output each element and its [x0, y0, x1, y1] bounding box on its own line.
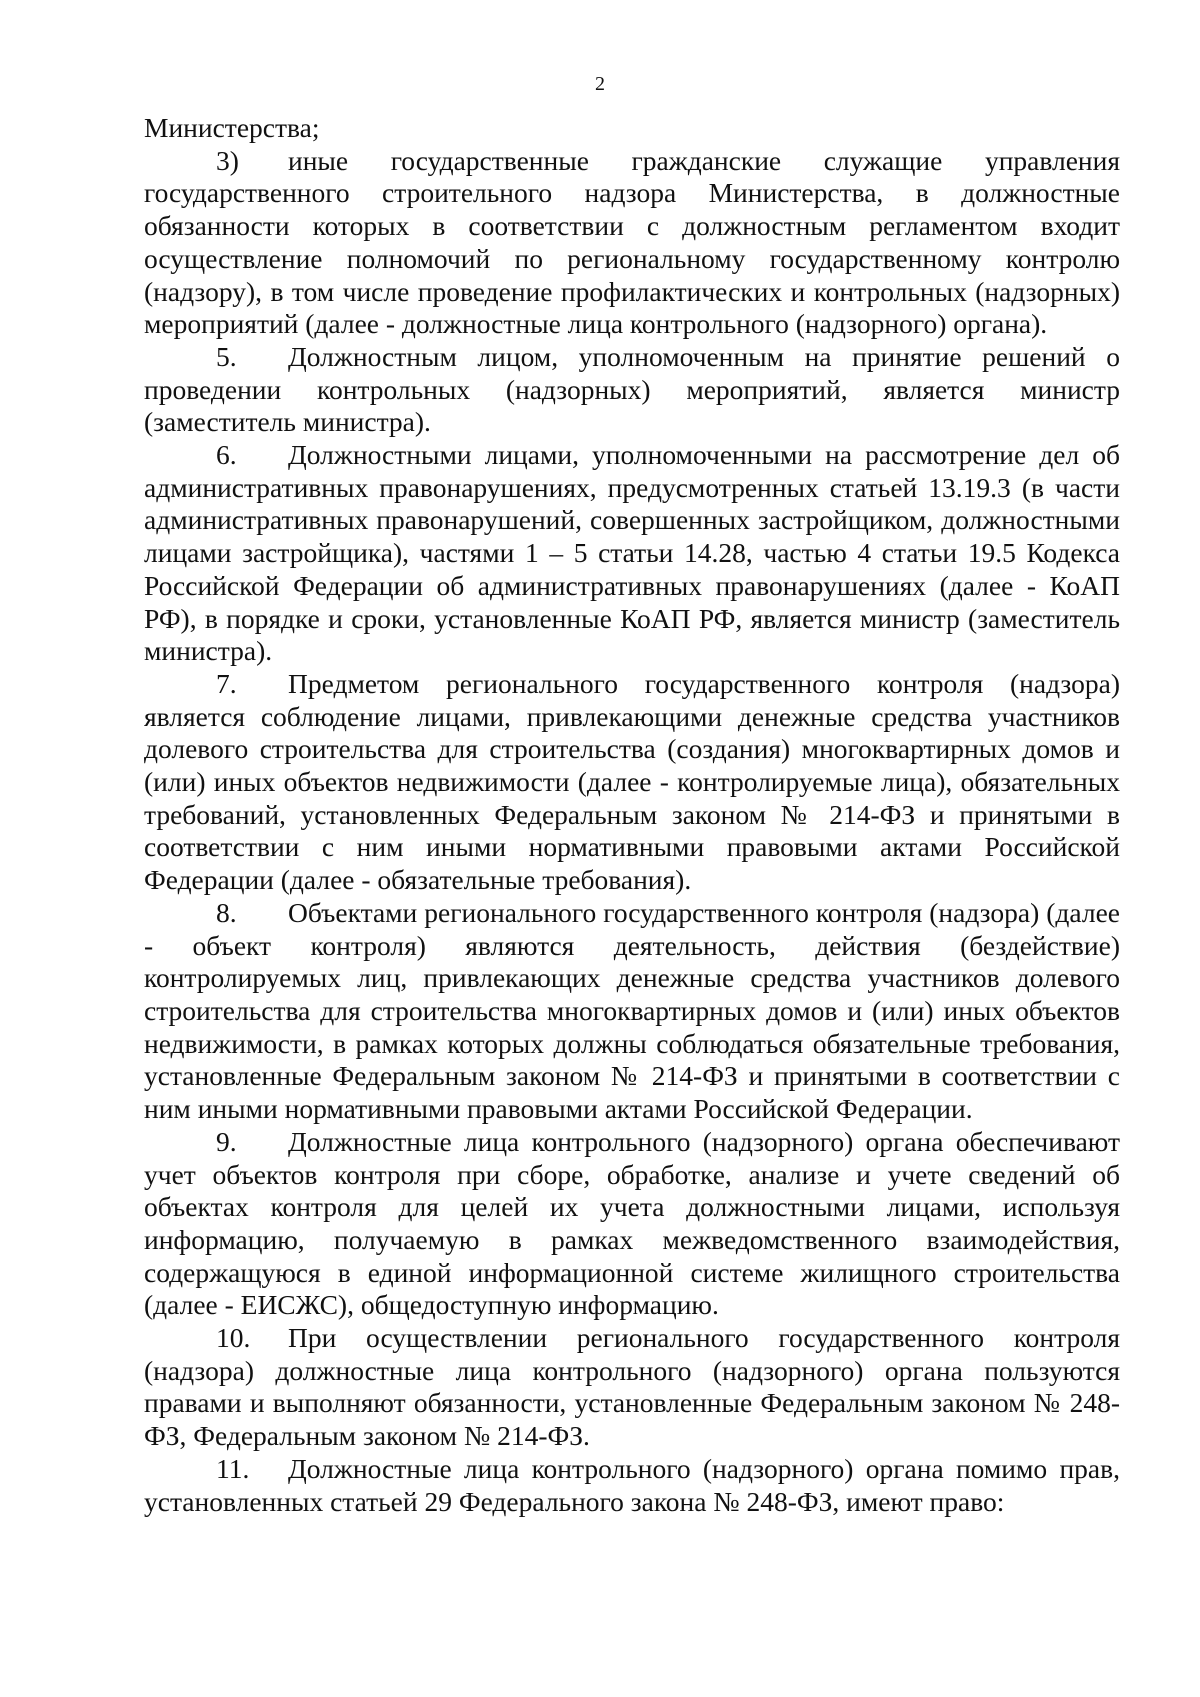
paragraph-text: Объектами регионального государственного контроля (надзора) (далее - объект контроля) являются деятельность, действия (бездействие) контролируемых лиц, привлекающих денежные средства участников долевого строительства для строительства многоквартирных домов и (или) иных объектов недвижимости, в рамках которых должны соблюдаться обязательные требования, установленные Федеральным законом № 214-ФЗ и принятыми в соответствии с ним иными нормативными правовыми актами Российской Федерации.: [144, 896, 1120, 1125]
paragraph-item-9: [144, 1126, 1120, 1322]
paragraph-item-8: [144, 897, 1120, 1126]
paragraph-number: 5.: [216, 340, 237, 372]
paragraph-text: Должностные лица контрольного (надзорного) органа обеспечивают учет объектов контроля при сборе, обработке, анализе и учете сведений об объектах контроля для целей их учета должностными лицами, используя информацию, получаемую в рамках межведомственного взаимодействия, содержащуюся в единой информационной системе жилищного строительства (далее - ЕИСЖС), общедоступную информацию.: [144, 1125, 1120, 1321]
paragraph-number: 7.: [216, 667, 237, 699]
paragraph-text: Должностным лицом, уполномоченным на принятие решений о проведении контрольных (надзорных) мероприятий, является министр (заместитель министра).: [144, 340, 1120, 438]
paragraph-item-10: [144, 1322, 1120, 1453]
paragraph-number: 3): [216, 144, 239, 176]
page-number: 2: [595, 73, 605, 95]
paragraph-number: 6.: [216, 439, 237, 471]
document-body: [144, 112, 1120, 1518]
paragraph-text: Предметом регионального государственного контроля (надзора) является соблюдение лицами, привлекающими денежные средства участников долевого строительства для строительства (создания) многоквартирных домов и (или) иных объектов недвижимости (далее - контролируемые лица), обязательных требований, установленных Федеральным законом № 214-ФЗ и принятыми в соответствии с ним иными нормативными правовыми актами Российской Федерации (далее - обязательные требования).: [144, 667, 1120, 896]
paragraph-text: При осуществлении регионального государственного контроля (надзора) должностные лица контрольного (надзорного) органа пользуются правами и выполняют обязанности, установленные Федеральным законом № 248-ФЗ, Федеральным законом № 214-ФЗ.: [144, 1322, 1120, 1452]
paragraph-text: Должностными лицами, уполномоченными на рассмотрение дел об административных правонарушениях, предусмотренных статьей 13.19.3 (в части административных правонарушений, совершенных застройщиком, должностными лицами застройщика), частями 1 – 5 статьи 14.28, частью 4 статьи 19.5 Кодекса Российской Федерации об административных правонарушениях (далее - КоАП РФ), в порядке и сроки, установленные КоАП РФ, является министр (заместитель министра).: [144, 439, 1120, 667]
paragraph-item-5: [144, 341, 1120, 439]
paragraph-item-7: [144, 668, 1120, 897]
paragraph-number: 8.: [216, 896, 237, 928]
paragraph-item-11: [144, 1453, 1120, 1518]
paragraph-item-3: [144, 145, 1120, 341]
paragraph-number: 10.: [216, 1322, 251, 1354]
paragraph-text: Должностные лица контрольного (надзорного) органа помимо прав, установленных статьей 29 Федерального закона № 248-ФЗ, имеют право:: [144, 1452, 1120, 1517]
paragraph-continuation: [144, 112, 1120, 145]
paragraph-text: Министерства;: [144, 112, 320, 143]
paragraph-number: 9.: [216, 1125, 237, 1157]
paragraph-number: 11.: [216, 1452, 250, 1484]
paragraph-item-6: [144, 439, 1120, 668]
paragraph-text: иные государственные гражданские служащие управления государственного строительного надзора Министерства, в должностные обязанности которых в соответствии с должностным регламентом входит осуществление полномочий по региональному государственному контролю (надзору), в том числе проведение профилактических и контрольных (надзорных) мероприятий (далее - должностные лица контрольного (надзорного) органа).: [144, 144, 1120, 340]
